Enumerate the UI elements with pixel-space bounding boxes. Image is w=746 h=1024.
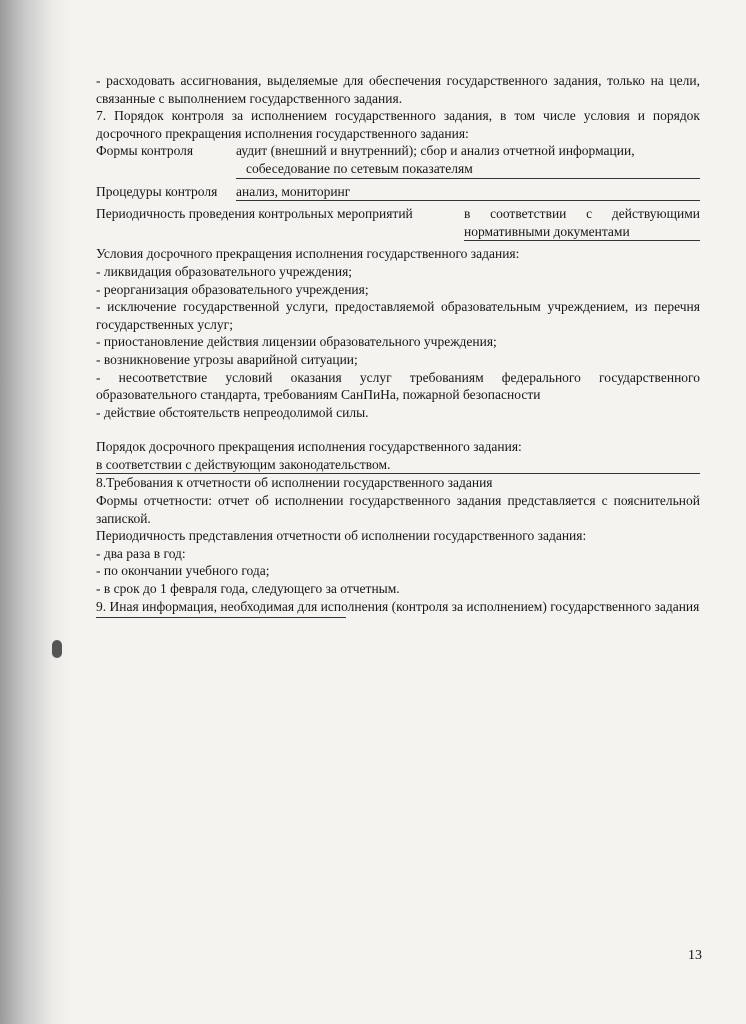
control-forms-value-1: аудит (внешний и внутренний); сбор и анализ отчетной информации, bbox=[236, 143, 635, 159]
periodicity-row bbox=[96, 205, 700, 241]
termination-order-value: в соответствии с действующим законодательством. bbox=[96, 456, 700, 475]
control-forms-label: Формы контроля bbox=[96, 143, 194, 159]
section-9-title: 9. Иная информация, необходимая для исполнения (контроля за исполнением) государственного задания bbox=[96, 598, 700, 614]
page-number: 13 bbox=[688, 948, 702, 963]
early-termination-item: - действие обстоятельств непреодолимой силы. bbox=[96, 404, 369, 420]
report-periodicity-item: - два раза в год: bbox=[96, 545, 186, 561]
report-periodicity-item: - в срок до 1 февраля года, следующего за отчетным. bbox=[96, 581, 400, 597]
early-termination-item: - реорганизация образовательного учреждения; bbox=[96, 281, 369, 297]
report-periodicity-title: Периодичность представления отчетности об исполнении государственного задания: bbox=[96, 528, 587, 544]
early-termination-item: - приостановление действия лицензии образовательного учреждения; bbox=[96, 334, 497, 350]
periodicity-label: Периодичность проведения контрольных мероприятий bbox=[96, 206, 413, 222]
separator-line bbox=[96, 617, 346, 618]
report-forms: Формы отчетности: отчет об исполнении государственного задания представляется с пояснительной запиской. bbox=[96, 493, 700, 526]
document-body bbox=[96, 72, 700, 618]
early-termination-item: - исключение государственной услуги, предоставляемой образовательным учреждением, из перечня государственных услуг; bbox=[96, 299, 700, 332]
page-edge-shadow bbox=[0, 0, 70, 1024]
binding-hole bbox=[52, 640, 62, 658]
intro-line: - расходовать ассигнования, выделяемые для обеспечения государственного задания, только на цели, связанные с выполнением государственного задания. bbox=[96, 73, 700, 106]
control-procedures-value: анализ, мониторинг bbox=[236, 183, 700, 202]
early-termination-title: Условия досрочного прекращения исполнения государственного задания: bbox=[96, 246, 520, 262]
section-7-title: 7. Порядок контроля за исполнением государственного задания, в том числе условия и порядок досрочного прекращения исполнения государственного задания: bbox=[96, 108, 700, 141]
control-forms-row bbox=[96, 142, 700, 178]
control-procedures-label: Процедуры контроля bbox=[96, 183, 218, 199]
report-periodicity-item: - по окончании учебного года; bbox=[96, 563, 270, 579]
control-procedures-row bbox=[96, 183, 700, 202]
periodicity-value-1: в соответствии с действующими bbox=[464, 206, 700, 222]
termination-order-title: Порядок досрочного прекращения исполнения государственного задания: bbox=[96, 439, 522, 455]
section-8-title: 8.Требования к отчетности об исполнении государственного задания bbox=[96, 475, 493, 491]
early-termination-item: - возникновение угрозы аварийной ситуации; bbox=[96, 351, 358, 367]
periodicity-value-2: нормативными документами bbox=[464, 223, 700, 242]
early-termination-item: - ликвидация образовательного учреждения; bbox=[96, 263, 353, 279]
early-termination-item: - несоответствие условий оказания услуг требованиям федерального государственного образовательного стандарта, требованиям СанПиНа, пожарной безопасности bbox=[96, 369, 700, 403]
control-forms-value-2: собеседование по сетевым показателям bbox=[236, 160, 700, 179]
